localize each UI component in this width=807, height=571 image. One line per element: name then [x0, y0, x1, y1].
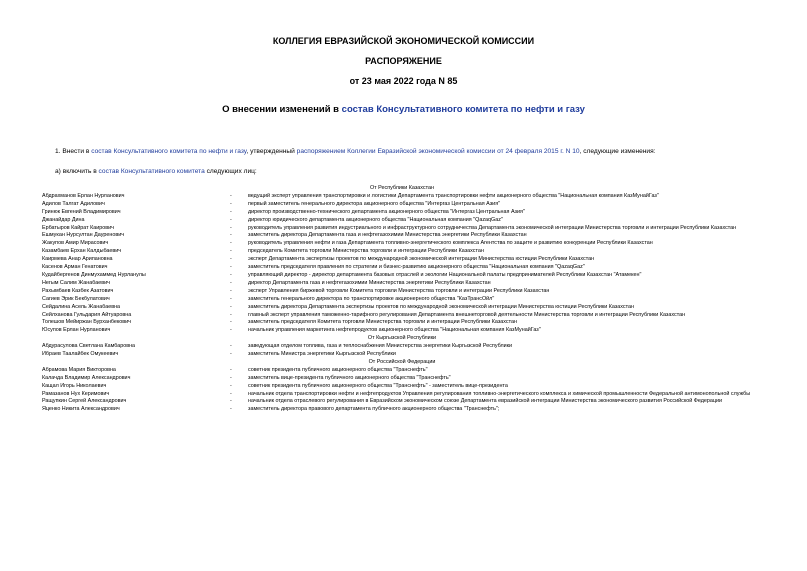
p2-text-1: а) включить в	[55, 168, 99, 175]
member-dash: -	[230, 264, 232, 271]
member-position: начальник отдела отраслевого регулирования в Евразийском экономическом союзе Департамента евразийской интеграции Министерства экономического развития Российской Федерации	[248, 398, 722, 405]
member-name: Яценко Никита Александрович	[42, 406, 120, 413]
member-position: директор Департамента газа и нефтегазохимии Министерства энергетики Республики Казахстан	[248, 279, 491, 286]
member-name: Джанайдар Дина	[42, 216, 85, 223]
member-row	[42, 201, 762, 209]
member-row	[42, 248, 762, 256]
member-row	[42, 304, 762, 312]
section-title: От Республики Казахстан	[369, 185, 434, 191]
member-position: главный эксперт управления таможенно-тарифного регулирования Департамента внешнеторговой деятельности Министерства торговли и интеграции Республики Казахстан	[248, 311, 686, 318]
member-row	[42, 209, 762, 217]
member-position: председатель Комитета торговли Министерства торговли и интеграции Республики Казахстан	[248, 248, 484, 255]
member-dash: -	[230, 200, 232, 207]
member-position: заместитель Министра энергетики Кыргызской Республики	[248, 351, 396, 358]
member-row	[42, 351, 762, 359]
p2-text-2: следующих лиц:	[204, 168, 257, 175]
member-dash: -	[230, 295, 232, 302]
member-dash: -	[230, 374, 232, 381]
member-dash: -	[230, 192, 232, 199]
member-position: директор производственно-технического департамента акционерного общества "Интергаз Центральная Азия"	[248, 208, 525, 215]
paragraph-2	[55, 168, 257, 175]
member-position: заместитель директора Департамента экспертизы проектов по международной экономической интеграции Министерства юстиции Республики Казахстан	[248, 303, 634, 310]
member-position: заместитель председателя правления по стратегии и бизнес-развитию акционерного общества "Национальная компания "QazaqGaz"	[248, 264, 585, 271]
member-row	[42, 264, 762, 272]
members-list	[42, 185, 762, 414]
member-row	[42, 367, 762, 375]
member-name: Рахымбаев Казбек Азатович	[42, 287, 114, 294]
member-row	[42, 232, 762, 240]
member-dash: -	[230, 406, 232, 413]
member-name: Адилов Талгат Адилович	[42, 200, 105, 207]
member-name: Кудайбергенов Динмухаммед Нурланулы	[42, 271, 146, 278]
member-row	[42, 217, 762, 225]
member-row	[42, 375, 762, 383]
member-position: заместитель председателя Комитета торговли Министерства торговли и интеграции Республики Казахстан	[248, 319, 518, 326]
member-dash: -	[230, 319, 232, 326]
member-row	[42, 193, 762, 201]
member-dash: -	[230, 366, 232, 373]
member-position: советник президента публичного акционерного общества "Транснефть"	[248, 366, 428, 373]
member-dash: -	[230, 351, 232, 358]
member-position: эксперт Управления биржевой торговли Комитета торговли Министерства торговли и интеграции Республики Казахстан	[248, 287, 550, 294]
member-dash: -	[230, 216, 232, 223]
member-name: Калачда Владимир Александрович	[42, 374, 131, 381]
member-row	[42, 240, 762, 248]
member-name: Жакупов Амир Мирасович	[42, 240, 109, 247]
member-position: заместитель генерального директора по транспортировке акционерного общества "КазТрансОйл"	[248, 295, 495, 302]
member-name: Гринюк Евгений Владимирович	[42, 208, 121, 215]
member-dash: -	[230, 398, 232, 405]
subject-committee-link[interactable]: состав Консультативного комитета по нефти и газу	[341, 104, 585, 115]
member-row	[42, 312, 762, 320]
p1-committee-link[interactable]: состав Консультативного комитета по нефти и газу	[91, 148, 247, 155]
member-name: Ешмукан Нурсултан Дауренович	[42, 232, 125, 239]
document-date-number: от 23 мая 2022 года N 85	[349, 76, 458, 86]
member-row	[42, 383, 762, 391]
member-dash: -	[230, 279, 232, 286]
p2-committee-link[interactable]: состав Консультативного комитета	[98, 168, 205, 175]
member-name: Казамбаев Ерхан Калдыбаевич	[42, 248, 122, 255]
member-row	[42, 225, 762, 233]
member-position: управляющий директор - директор департамента базовых отраслей и экологии Национальной палаты предпринимателей Республики Казахстан "Атамекен"	[248, 271, 642, 278]
member-position: заместитель директора правового департамента публичного акционерного общества "Транснефть";	[248, 406, 500, 413]
member-dash: -	[230, 240, 232, 247]
member-name: Ибраев Таалайбек Омукеевич	[42, 351, 119, 358]
member-dash: -	[230, 224, 232, 231]
member-name: Кащал Игорь Николаевич	[42, 382, 107, 389]
member-name: Толешов Мейиржан Бурханбекович	[42, 319, 131, 326]
member-dash: -	[230, 248, 232, 255]
paragraph-1	[55, 148, 656, 155]
member-row	[42, 406, 762, 414]
member-position: директор юридического департамента акционерного общества "Национальная компания "QazaqGaz"	[248, 216, 503, 223]
member-name: Сейдалина Асель Жанабаевна	[42, 303, 121, 310]
member-position: первый заместитель генерального директора акционерного общества "Интергаз Центральная Азия"	[248, 200, 501, 207]
member-position: руководитель управления развития индустриального и инфраструктурного сотрудничества Департамента экономической интеграции Министерства торговли и интеграции Республики Казахстан	[248, 224, 737, 231]
p1-text-1: 1. Внести в	[55, 148, 92, 155]
member-row	[42, 343, 762, 351]
member-name: Ербатыров Кайрат Каирович	[42, 224, 114, 231]
p1-text-3: , следующие изменения:	[579, 148, 656, 155]
document-subject	[0, 104, 807, 115]
member-row	[42, 398, 762, 406]
document-org-title: КОЛЛЕГИЯ ЕВРАЗИЙСКОЙ ЭКОНОМИЧЕСКОЙ КОМИССИИ	[272, 36, 535, 46]
member-position: ведущий эксперт управления транспортировки и логистики Департамента транспортировки нефти акционерного общества "Национальная компания КазМунайГаз"	[248, 192, 659, 199]
member-dash: -	[230, 271, 232, 278]
document-type: РАСПОРЯЖЕНИЕ	[365, 56, 442, 66]
member-row	[42, 296, 762, 304]
member-row	[42, 256, 762, 264]
p1-order-link[interactable]: распоряжением Коллегии Евразийской экономической комиссии от 24 февраля 2015 г. N 10	[296, 148, 580, 155]
member-row	[42, 288, 762, 296]
member-dash: -	[230, 256, 232, 263]
member-name: Касенов Арман Генатович	[42, 264, 108, 271]
member-dash: -	[230, 343, 232, 350]
member-name: Абдрахманов Ерлан Нурланович	[42, 192, 125, 199]
member-dash: -	[230, 382, 232, 389]
member-position: начальник управления маркетинга нефтепродуктов акционерного общества "Национальная компания КазМунайГаз"	[248, 327, 541, 334]
section-title: От Российской Федерации	[368, 358, 436, 365]
member-position: заместитель директора Департамента газа и нефтегазохимии Министерства энергетики Республики Казахстан	[248, 232, 527, 239]
member-position: начальник отдела транспортировки нефти и нефтепродуктов Управления регулирования топливно-энергетического комплекса и химической промышленности Федеральной антимонопольной службы	[248, 390, 751, 397]
member-position: советник президента публичного акционерного общества "Транснефть" - заместитель вице-президента	[248, 382, 508, 389]
member-dash: -	[230, 303, 232, 310]
member-name: Абдурасулова Светлана Камбаровна	[42, 343, 136, 350]
member-dash: -	[230, 390, 232, 397]
member-name: Сагиев Эрик Бекбулатович	[42, 295, 110, 302]
member-dash: -	[230, 287, 232, 294]
member-name: Негым Салим Жанабаевич	[42, 279, 110, 286]
member-dash: -	[230, 208, 232, 215]
member-name: Рамазанов Нух Керимович	[42, 390, 110, 397]
member-name: Ращупкин Сергей Александрович	[42, 398, 127, 405]
member-dash: -	[230, 311, 232, 318]
member-name: Абрамова Мария Викторовна	[42, 366, 116, 373]
section-title: От Кыргызской Республики	[367, 335, 437, 342]
member-name: Каирмева Анар Арипановна	[42, 256, 113, 263]
member-name: Сейлханова Гульдария Айтуаровна	[42, 311, 132, 318]
member-position: руководитель управления нефти и газа Департамента топливно-энергетического комплекса Агентства по защите и развитию конкуренции Республики Казахстан	[248, 240, 653, 247]
subject-prefix: О внесении изменений в	[222, 104, 342, 115]
member-row	[42, 272, 762, 280]
member-row	[42, 280, 762, 288]
member-name: Юсупов Ерлан Нурланович	[42, 327, 111, 334]
member-dash: -	[230, 232, 232, 239]
member-position: заместитель вице-президента публичного акционерного общества "Транснефть"	[248, 374, 451, 381]
p1-text-2: , утвержденный	[246, 148, 297, 155]
member-dash: -	[230, 327, 232, 334]
member-position: эксперт Департамента экспертизы проектов по международной экономической интеграции Министерства юстиции Республики Казахстан	[248, 256, 595, 263]
member-position: заведующая отделом топлива, газа и теплоснабжения Министерства энергетики Кыргызской Республики	[248, 343, 512, 350]
